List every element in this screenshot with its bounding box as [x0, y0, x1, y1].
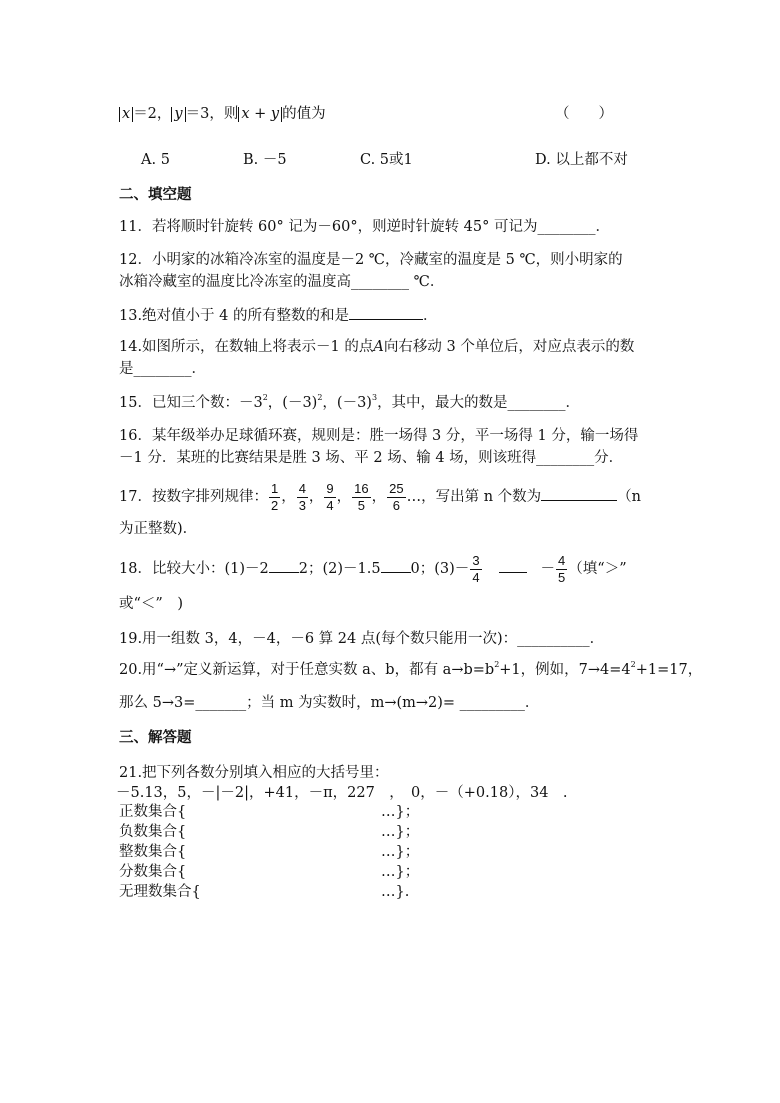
- q18-blank-3: [499, 558, 527, 573]
- set-integer-close: …}；: [381, 844, 420, 860]
- q17-line2: 为正整数)．: [119, 521, 198, 537]
- q18-line2: 或“＜” ): [119, 596, 183, 612]
- q14-line2: 是________．: [119, 361, 206, 377]
- q10-stem: x ＝2， y ＝3，则 x + y 的值为: [119, 104, 326, 124]
- abs-x-plus-y: x + y: [238, 107, 282, 122]
- option-c: C. 5或1: [360, 152, 413, 168]
- fraction-9-4: $\frac{9}{4}$: [326, 480, 334, 513]
- q19: 19.用一组数 3，4，－4，－6 算 24 点(每个数只能用一次)：__________．: [119, 631, 605, 647]
- fraction-3-4: $\frac{3}{4}$: [472, 552, 480, 585]
- q20-line2: 那么 5→3=_______；当 m 为实数时，m→(m→2)= _________．: [119, 695, 540, 711]
- answer-bracket: （ ）: [555, 106, 613, 122]
- q14-line1: 14.如图所示，在数轴上将表示－1 的点A向右移动 3 个单位后，对应点表示的数: [119, 339, 635, 355]
- q20-line1: 20.用“→”定义新运算，对于任意实数 a、b，都有 $a\to b=b^2+1$，例如，$7\to 4=4^2+1=17$，: [119, 660, 703, 678]
- q18-blank-2: [381, 558, 411, 573]
- fraction-4-3: $\frac{4}{3}$: [298, 480, 306, 513]
- option-b: B. －5: [243, 152, 287, 168]
- q17-answer-blank: [541, 486, 617, 501]
- q18-blank-1: [269, 558, 299, 573]
- q13-answer-blank: [349, 305, 423, 320]
- option-a: A. 5: [141, 152, 170, 168]
- q21-title: 21.把下列各数分别填入相应的大括号里：: [119, 765, 389, 781]
- q11: 11．若将顺时针旋转 60° 记为－60°，则逆时针旋转 45° 可记为________．: [119, 219, 610, 235]
- fraction-25-6: $\frac{25}{6}$: [389, 480, 404, 513]
- q17-line1: 17．按数字排列规律： $\frac{1}{2}$ ， $\frac{4}{3}$ ， $\frac{9}{4}$ ， $\frac{16}{5}$ ， $\frac{25}{6}$ …，写出第 n 个数为 （n: [119, 480, 641, 513]
- q13: 13.绝对值小于 4 的所有整数的和是 ．: [119, 305, 438, 326]
- q12-line1: 12．小明家的冰箱冷冻室的温度是－2 ℃，冷藏室的温度是 5 ℃，则小明家的: [119, 252, 623, 268]
- fraction-4-5: $\frac{4}{5}$: [558, 552, 566, 585]
- section-heading-answer: 三、解答题: [119, 730, 192, 746]
- q18-line1: 18．比较大小：(1)－2 2；(2)－1.5 0；(3)－ $\frac{3}{4}$ － $\frac{4}{5}$ （填“＞”: [119, 552, 627, 585]
- set-integer-label: 整数集合{: [119, 844, 187, 860]
- set-positive-label: 正数集合{: [119, 804, 187, 820]
- q21-numbers: －5.13，5，－|－2|，+41，－π，227 ， 0，－（+0.18），34 .: [116, 785, 568, 801]
- abs-x: x: [119, 107, 133, 122]
- set-positive-close: …}；: [381, 804, 420, 820]
- q15: 15．已知三个数：$-3^2$，$(-3)^2$，$(-3)^3$，其中，最大的数是________．: [119, 393, 581, 411]
- point-a: A: [373, 339, 384, 355]
- set-negative-label: 负数集合{: [119, 824, 187, 840]
- section-heading-fill-blank: 二、填空题: [119, 187, 192, 203]
- option-d: D. 以上都不对: [535, 152, 628, 168]
- set-irrational-close: …}.: [381, 884, 410, 900]
- fraction-1-2: $\frac{1}{2}$: [270, 480, 279, 513]
- abs-y: y: [171, 107, 185, 122]
- set-fraction-label: 分数集合{: [119, 864, 187, 880]
- set-negative-close: …}；: [381, 824, 420, 840]
- q12-line2: 冰箱冷藏室的温度比冷冻室的温度高________ ℃．: [119, 274, 445, 290]
- set-fraction-close: …}；: [381, 864, 420, 880]
- q16-line2: －1 分．某班的比赛结果是胜 3 场、平 2 场、输 4 场，则该班得________分．: [119, 450, 624, 466]
- fraction-16-5: $\frac{16}{5}$: [354, 480, 369, 513]
- set-irrational-label: 无理数集合{: [119, 884, 201, 900]
- q16-line1: 16．某年级举办足球循环赛，规则是：胜一场得 3 分，平一场得 1 分，输一场得: [119, 428, 639, 444]
